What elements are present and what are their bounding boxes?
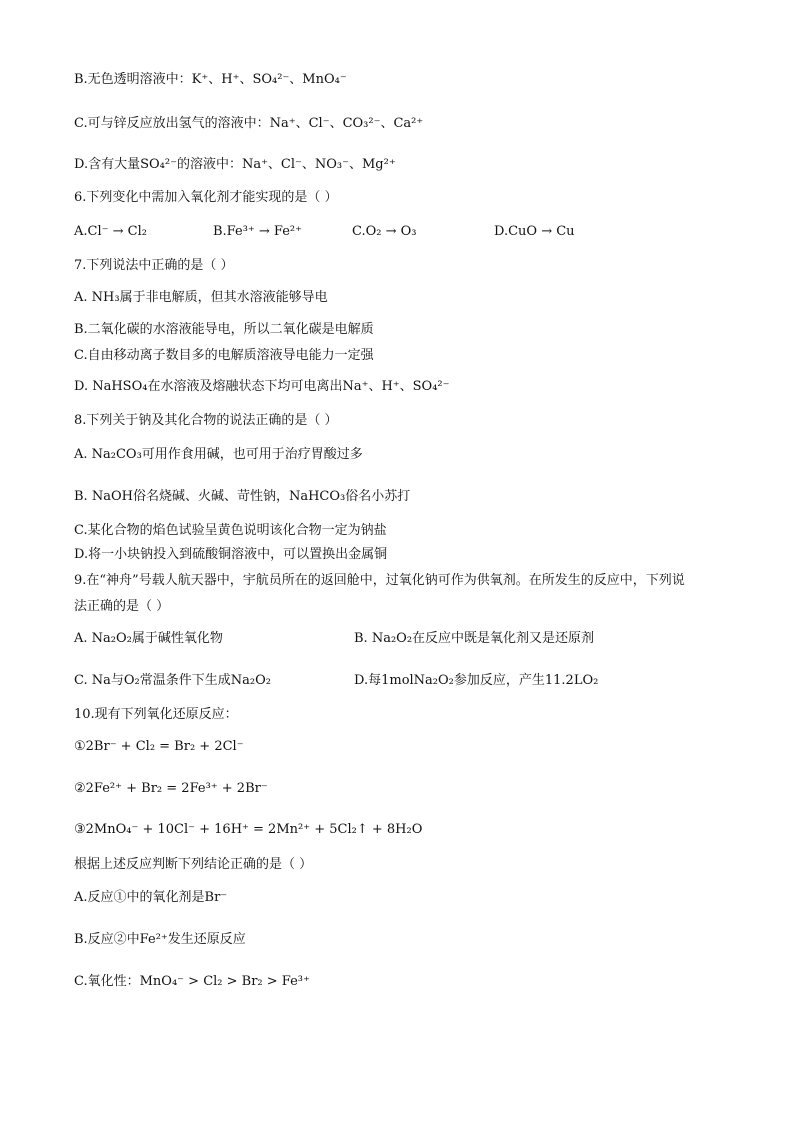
q10-reaction-3: ③2MnO₄⁻ + 10Cl⁻ + 16H⁺ = 2Mn²⁺ + 5Cl₂↑ + 8H₂O	[74, 822, 423, 837]
q10-stem: 10.现有下列氧化还原反应：	[74, 707, 238, 722]
q6-option-d: D.CuO → Cu	[494, 224, 575, 239]
q10-reaction-2: ②2Fe²⁺ + Br₂ = 2Fe³⁺ + 2Br⁻	[74, 781, 268, 796]
q9-stem-line1: 9.在“神舟”号载人航天器中，宇航员所在的返回舱中，过氧化钠可作为供氧剂。在所发生的反应中，下列说	[74, 573, 685, 588]
q10-option-a: A.反应①中的氧化剂是Br⁻	[74, 890, 228, 905]
q7-option-b: B.二氧化碳的水溶液能导电，所以二氧化碳是电解质	[74, 322, 374, 337]
q7-option-d: D. NaHSO₄在水溶液及熔融状态下均可电离出Na⁺、H⁺、SO₄²⁻	[74, 379, 450, 394]
q9-stem-line2: 法正确的是（ ）	[74, 599, 170, 614]
q9-option-c: C. Na与O₂常温条件下生成Na₂O₂	[74, 673, 271, 688]
q6-stem: 6.下列变化中需加入氧化剂才能实现的是（ ）	[74, 190, 338, 205]
q8-option-c: C.某化合物的焰色试验呈黄色说明该化合物一定为钠盐	[74, 523, 387, 538]
q9-option-d: D.每1molNa₂O₂参加反应，产生11.2LO₂	[354, 673, 599, 688]
q10-option-c: C.氧化性：MnO₄⁻ > Cl₂ > Br₂ > Fe³⁺	[74, 974, 310, 989]
q8-option-b: B. NaOH俗名烧碱、火碱、苛性钠，NaHCO₃俗名小苏打	[74, 489, 411, 504]
q8-option-d: D.将一小块钠投入到硫酸铜溶液中，可以置换出金属铜	[74, 547, 388, 562]
q10-reaction-1: ①2Br⁻ + Cl₂ = Br₂ + 2Cl⁻	[74, 739, 244, 754]
q9-option-a: A. Na₂O₂属于碱性氧化物	[74, 631, 223, 646]
q10-option-b: B.反应②中Fe²⁺发生还原反应	[74, 932, 246, 947]
q9-option-b: B. Na₂O₂在反应中既是氧化剂又是还原剂	[354, 631, 595, 646]
q8-stem: 8.下列关于钠及其化合物的说法正确的是（ ）	[74, 413, 338, 428]
q7-option-c: C.自由移动离子数目多的电解质溶液导电能力一定强	[74, 348, 374, 363]
q7-option-a: A. NH₃属于非电解质，但其水溶液能够导电	[74, 290, 328, 305]
q7-stem: 7.下列说法中正确的是（ ）	[74, 258, 234, 273]
q5-option-d: D.含有大量SO₄²⁻的溶液中：Na⁺、Cl⁻、NO₃⁻、Mg²⁺	[74, 157, 396, 172]
q5-option-c: C.可与锌反应放出氢气的溶液中：Na⁺、Cl⁻、CO₃²⁻、Ca²⁺	[74, 116, 424, 131]
q10-ask: 根据上述反应判断下列结论正确的是（ ）	[74, 857, 313, 872]
q6-option-b: B.Fe³⁺ → Fe²⁺	[213, 224, 302, 239]
q8-option-a: A. Na₂CO₃可用作食用碱，也可用于治疗胃酸过多	[74, 447, 363, 462]
q6-option-a: A.Cl⁻ → Cl₂	[74, 224, 147, 239]
q6-option-c: C.O₂ → O₃	[352, 224, 417, 239]
q5-option-b: B.无色透明溶液中：K⁺、H⁺、SO₄²⁻、MnO₄⁻	[74, 72, 347, 87]
